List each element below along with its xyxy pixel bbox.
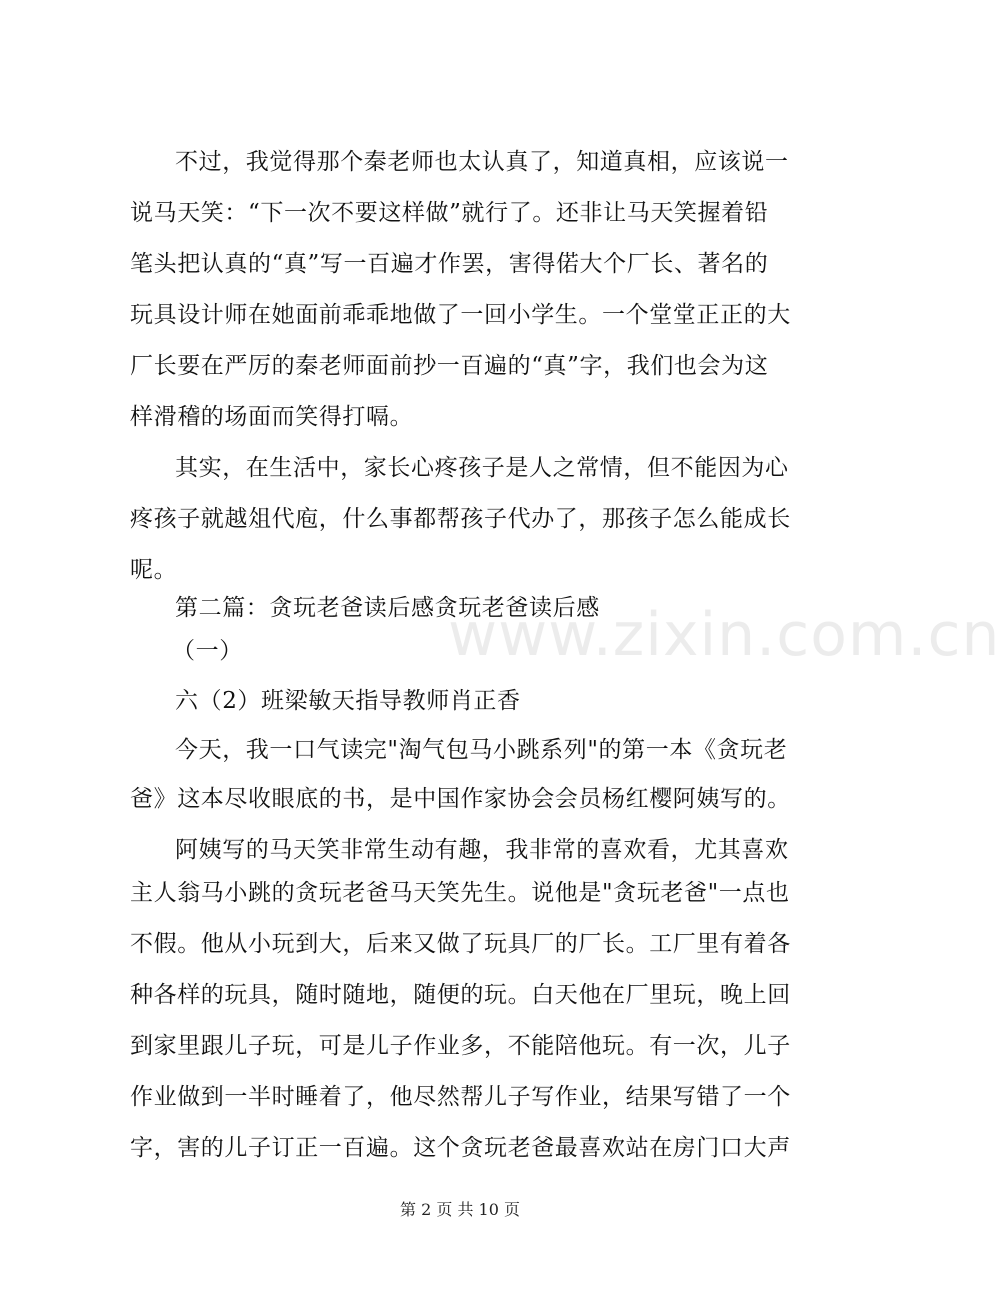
watermark: www.zixin.com.cn (448, 600, 1000, 670)
paragraph-line: 爸》这本尽收眼底的书，是中国作家协会会员杨红樱阿姨写的。 (130, 786, 791, 812)
paragraph-line: 说马天笑：“下一次不要这样做”就行了。还非让马天笑握着铅 (130, 200, 769, 226)
paragraph-line: 字，害的儿子订正一百遍。这个贪玩老爸最喜欢站在房门口大声 (130, 1135, 791, 1161)
paragraph-line: 不过，我觉得那个秦老师也太认真了，知道真相，应该说一 (175, 149, 789, 175)
section-subtitle: （一） (172, 638, 243, 664)
paragraph-line: 样滑稽的场面而笑得打嗝。 (130, 404, 414, 430)
paragraph-line: 厂长要在严厉的秦老师面前抄一百遍的“真”字，我们也会为这 (130, 353, 769, 379)
section-title: 第二篇：贪玩老爸读后感贪玩老爸读后感 (175, 595, 600, 621)
paragraph-line: 不假。他从小玩到大，后来又做了玩具厂的厂长。工厂里有着各 (130, 931, 791, 957)
paragraph-line: 主人翁马小跳的贪玩老爸马天笑先生。说他是"贪玩老爸"一点也 (130, 880, 790, 906)
page-footer: 第 2 页 共 10 页 (400, 1200, 520, 1219)
paragraph-line: 呢。 (130, 557, 178, 583)
paragraph-line: 种各样的玩具，随时随地，随便的玩。白天他在厂里玩，晚上回 (130, 982, 791, 1008)
author-line: 六（2）班梁敏天指导教师肖正香 (175, 688, 521, 714)
paragraph-line: 今天，我一口气读完"淘气包马小跳系列"的第一本《贪玩老 (175, 737, 788, 763)
paragraph-line: 笔头把认真的“真”写一百遍才作罢，害得偌大个厂长、著名的 (130, 251, 769, 277)
paragraph-line: 阿姨写的马天笑非常生动有趣，我非常的喜欢看，尤其喜欢 (175, 837, 789, 863)
paragraph-line: 作业做到一半时睡着了，他尽然帮儿子写作业，结果写错了一个 (130, 1084, 791, 1110)
paragraph-line: 玩具设计师在她面前乖乖地做了一回小学生。一个堂堂正正的大 (130, 302, 791, 328)
paragraph-line: 疼孩子就越俎代庖，什么事都帮孩子代办了，那孩子怎么能成长 (130, 506, 791, 532)
paragraph-line: 到家里跟儿子玩，可是儿子作业多，不能陪他玩。有一次，儿子 (130, 1033, 791, 1059)
paragraph-line: 其实，在生活中，家长心疼孩子是人之常情，但不能因为心 (175, 455, 789, 481)
